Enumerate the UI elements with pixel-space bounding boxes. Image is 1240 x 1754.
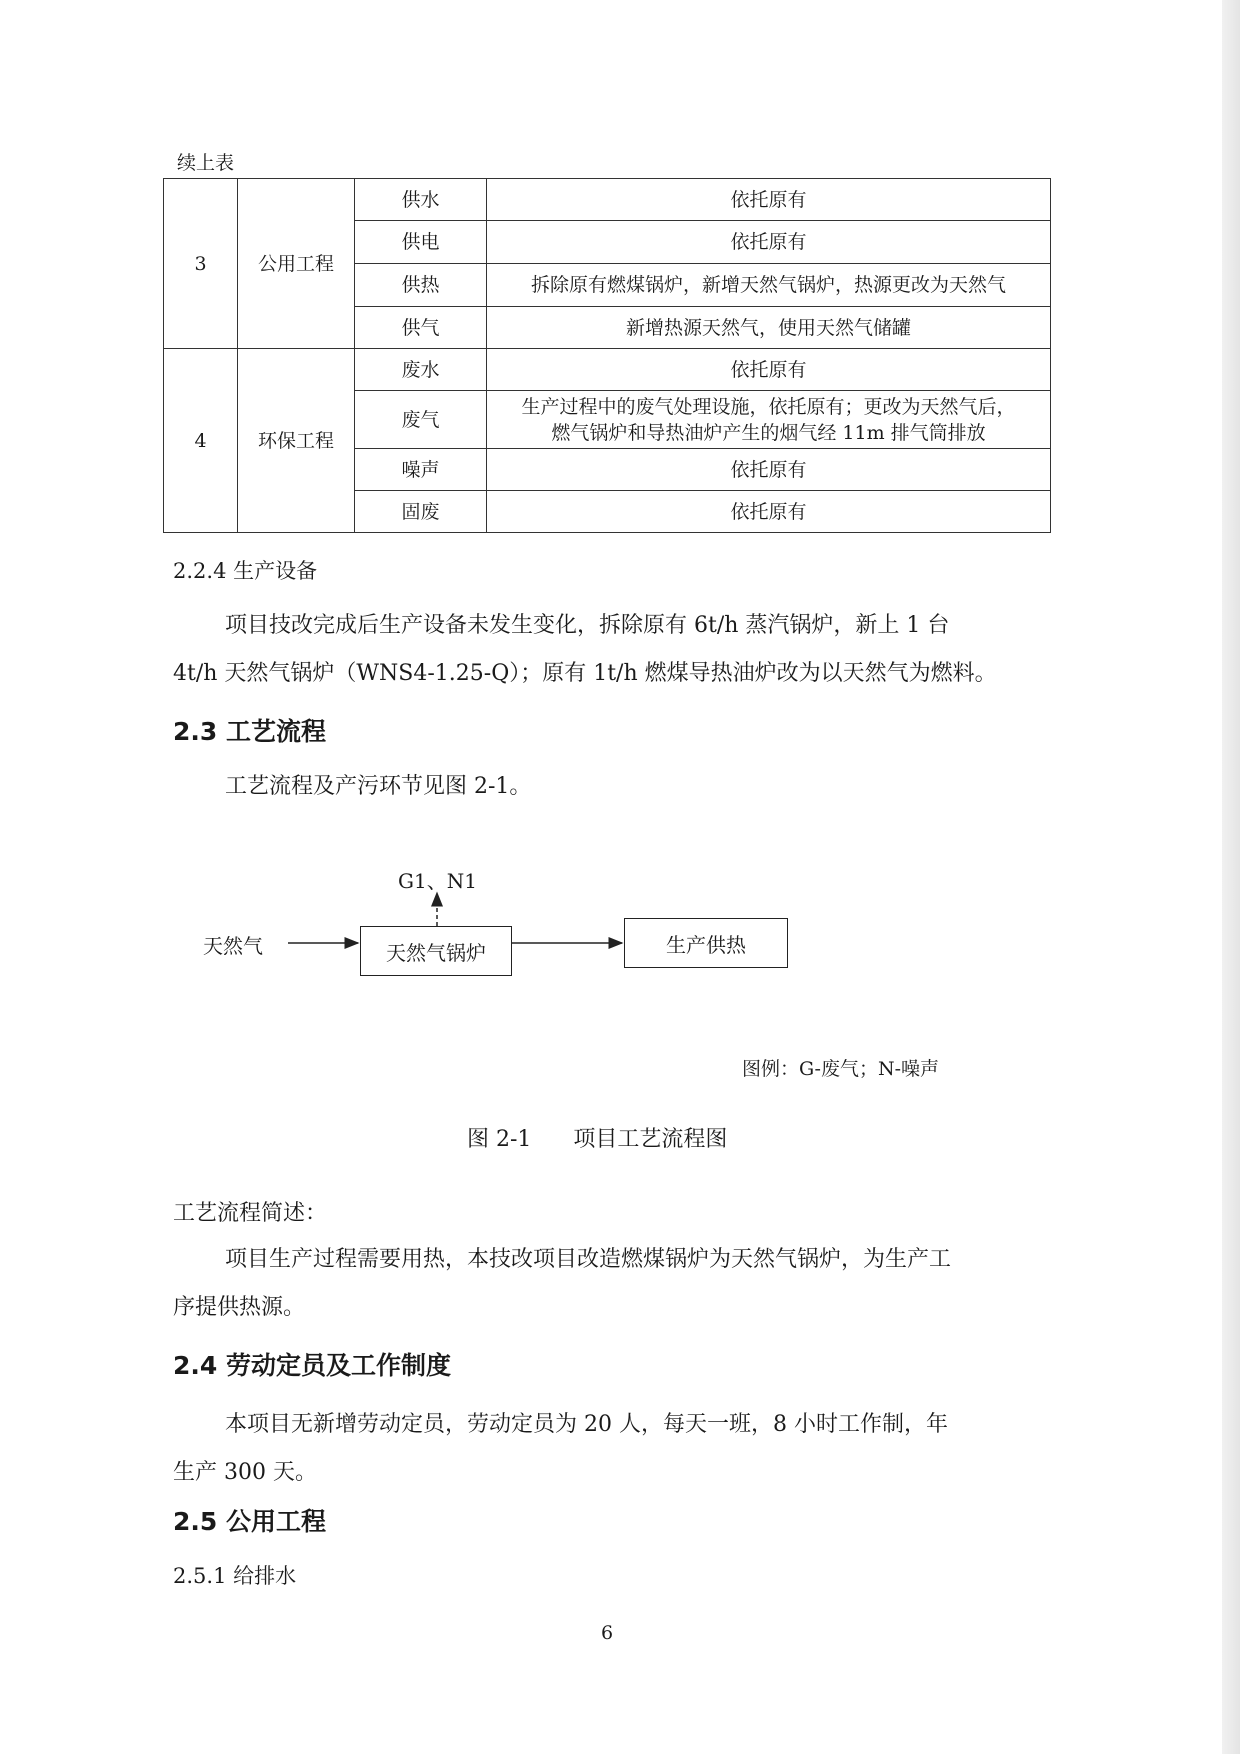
item-name: 供热 — [355, 264, 487, 307]
page-edge-shadow — [1222, 0, 1240, 1754]
item-name: 供水 — [355, 179, 487, 221]
section-heading-2-2-4: 2.2.4 生产设备 — [173, 559, 318, 583]
boiler-box-label: 天然气锅炉 — [386, 940, 486, 965]
item-desc-line: 燃气锅炉和导热油炉产生的烟气经 11m 排气筒排放 — [551, 421, 986, 444]
category-cell: 环保工程 — [238, 349, 355, 533]
paragraph-line: 项目技改完成后生产设备未发生变化，拆除原有 6t/h 蒸汽锅炉，新上 1 台 — [225, 613, 950, 638]
item-name: 供气 — [355, 307, 487, 349]
emission-label: G1、N1 — [398, 869, 477, 893]
section-heading-2-4: 2.4 劳动定员及工作制度 — [173, 1351, 451, 1380]
process-description-title: 工艺流程简述： — [173, 1201, 328, 1226]
item-name: 供电 — [355, 221, 487, 264]
item-name: 噪声 — [355, 449, 487, 491]
continued-table-label: 续上表 — [177, 152, 235, 174]
item-desc: 依托原有 — [487, 449, 1051, 491]
figure-caption: 图 2-1 项目工艺流程图 — [467, 1127, 728, 1152]
item-desc: 依托原有 — [487, 491, 1051, 533]
item-desc-line: 生产过程中的废气处理设施，依托原有；更改为天然气后， — [521, 395, 1016, 418]
item-name: 固废 — [355, 491, 487, 533]
category-cell: 公用工程 — [238, 179, 355, 349]
row-number: 3 — [164, 179, 238, 349]
figure-legend: 图例：G-废气；N-噪声 — [742, 1058, 939, 1080]
row-number: 4 — [164, 349, 238, 533]
project-composition-table — [163, 178, 1051, 533]
item-desc: 拆除原有燃煤锅炉，新增天然气锅炉，热源更改为天然气 — [487, 264, 1051, 307]
paragraph-line: 本项目无新增劳动定员，劳动定员为 20 人，每天一班，8 小时工作制，年 — [225, 1412, 948, 1437]
section-heading-2-3: 2.3 工艺流程 — [173, 717, 326, 746]
input-gas-label: 天然气 — [203, 934, 263, 958]
boiler-box — [360, 926, 512, 976]
paragraph-line: 项目生产过程需要用热，本技改项目改造燃煤锅炉为天然气锅炉，为生产工 — [225, 1247, 952, 1272]
item-desc: 新增热源天然气，使用天然气储罐 — [487, 307, 1051, 349]
paragraph-line: 生产 300 天。 — [173, 1460, 317, 1485]
page-number: 6 — [601, 1622, 614, 1644]
heat-supply-box — [624, 918, 788, 968]
item-name: 废水 — [355, 349, 487, 391]
section-heading-2-5: 2.5 公用工程 — [173, 1507, 326, 1536]
paragraph-line: 工艺流程及产污环节见图 2-1。 — [225, 774, 532, 799]
item-name: 废气 — [355, 391, 487, 449]
item-desc: 依托原有 — [487, 349, 1051, 391]
section-heading-2-5-1: 2.5.1 给排水 — [173, 1564, 297, 1588]
item-desc-multiline — [487, 391, 1051, 449]
paragraph-line: 序提供热源。 — [173, 1295, 306, 1320]
item-desc: 依托原有 — [487, 179, 1051, 221]
paragraph-line: 4t/h 天然气锅炉（WNS4-1.25-Q）；原有 1t/h 燃煤导热油炉改为以天然气为燃料。 — [173, 661, 997, 686]
item-desc: 依托原有 — [487, 221, 1051, 264]
heat-supply-box-label: 生产供热 — [666, 932, 746, 957]
